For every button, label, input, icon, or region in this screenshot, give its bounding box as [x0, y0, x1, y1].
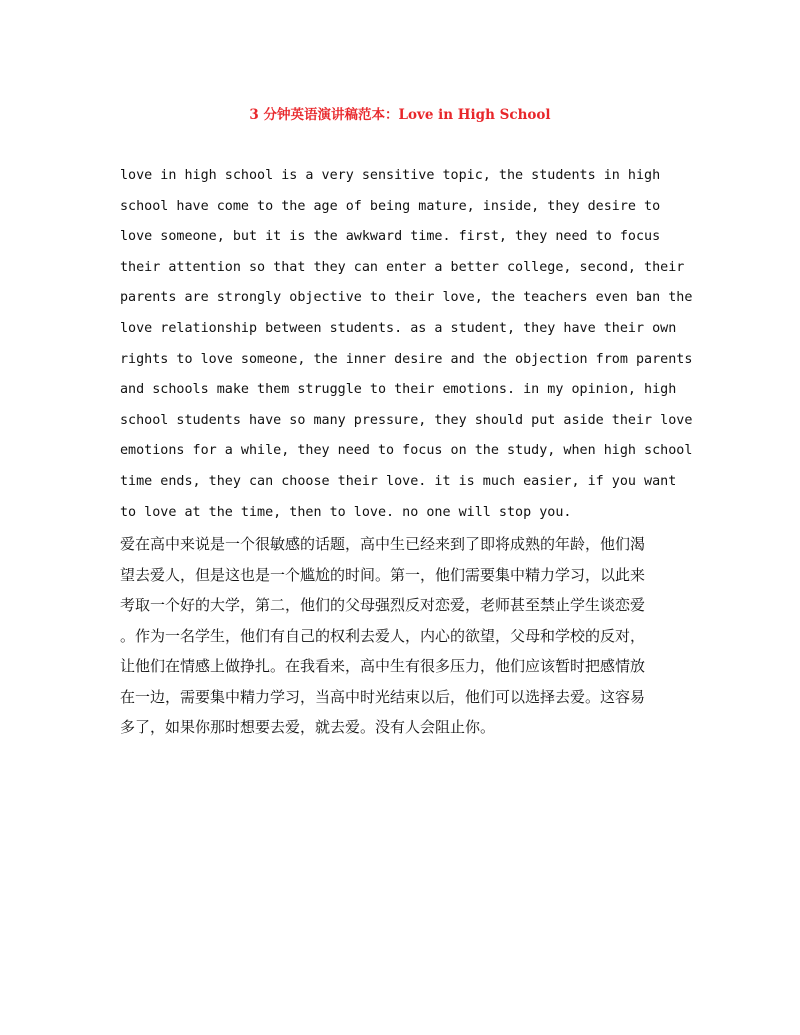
chinese-text-line: 。作为一名学生，他们有自己的权利去爱人，内心的欲望，父母和学校的反对，	[120, 626, 646, 645]
english-text-line: to love at the time, then to love. no one will stop you.	[120, 504, 572, 520]
english-text-line: time ends, they can choose their love. it is much easier, if you want	[120, 473, 677, 489]
english-text-line: emotions for a while, they need to focus on the study, when high school	[120, 443, 693, 459]
english-text-line: love in high school is a very sensitive topic, the students in high	[120, 168, 661, 183]
chinese-text-line: 考取一个好的大学，第二，他们的父母强烈反对恋爱，老师甚至禁止学生谈恋爱	[120, 596, 646, 614]
english-text-line: and schools make them struggle to their emotions. in my opinion, high	[120, 382, 677, 398]
english-text-line: their attention so that they can enter a better college, second, their	[120, 259, 685, 275]
english-speech-paragraph	[120, 164, 693, 531]
chinese-text-line: 爱在高中来说是一个很敏感的话题，高中生已经来到了即将成熟的年龄，他们渴	[120, 535, 646, 553]
english-text-line: school have come to the age of being mature, inside, they desire to	[120, 198, 661, 214]
english-text-line: parents are strongly objective to their love, the teachers even ban the	[120, 290, 693, 306]
chinese-translation-paragraph	[120, 532, 690, 746]
english-text-line: school students have so many pressure, they should put aside their love	[120, 412, 693, 428]
chinese-text-line: 在一边，需要集中精力学习，当高中时光结束以后，他们可以选择去爱。这容易	[120, 687, 646, 706]
document-title: 3 分钟英语演讲稿范本：Love in High School	[249, 107, 551, 123]
english-text-line: rights to love someone, the inner desire and the objection from parents	[120, 351, 693, 367]
chinese-text-line: 望去爱人，但是这也是一个尴尬的时间。第一，他们需要集中精力学习，以此来	[120, 565, 646, 584]
english-text-line: love someone, but it is the awkward time. first, they need to focus	[120, 229, 661, 245]
chinese-text-line: 多了，如果你那时想要去爱，就去爱。没有人会阻止你。	[120, 718, 496, 736]
chinese-text-line: 让他们在情感上做挣扎。在我看来，高中生有很多压力，他们应该暂时把感情放	[120, 657, 646, 675]
english-text-line: love relationship between students. as a student, they have their own	[120, 320, 677, 336]
